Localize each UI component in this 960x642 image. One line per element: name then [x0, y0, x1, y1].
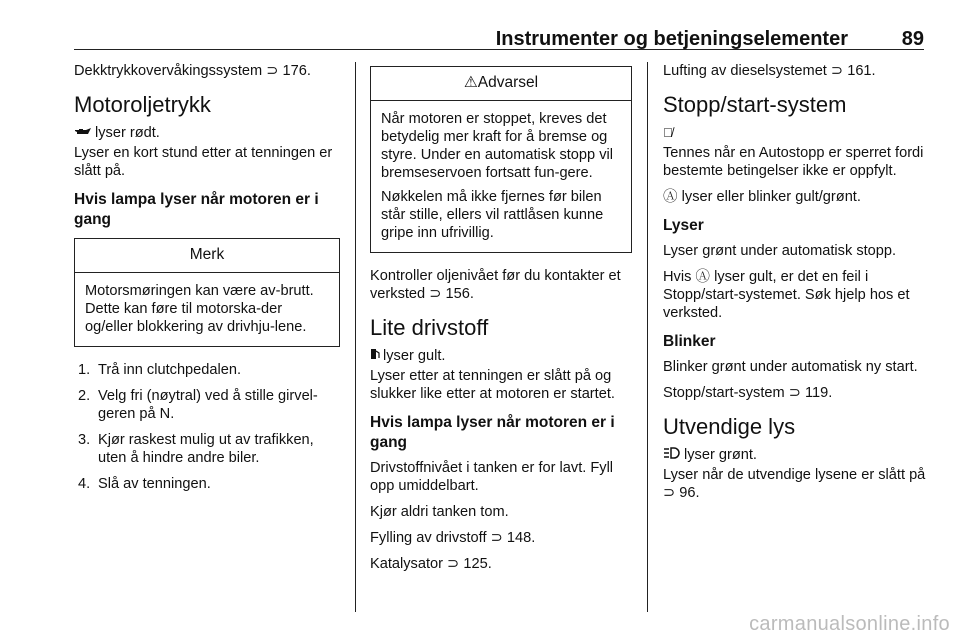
fuel-text-4: Kjør aldri tanken tom. — [370, 504, 509, 520]
heading-exterior-lights: Utvendige lys — [663, 414, 796, 439]
header-rule — [74, 49, 924, 50]
heading-stop-start: Stopp/start-system — [663, 92, 847, 117]
subheading-lyser: Lyser — [663, 217, 704, 234]
stop-start-text-1: Tennes når en Autostopp er sperret fordi bestemte betingelser ikke er oppfylt. — [663, 145, 924, 179]
autostop-off-icon: Ⓐ̸ — [663, 125, 673, 140]
stop-start-line-2 — [663, 188, 926, 206]
lyser-text-2: Hvis Ⓐ lyser gult, er det en feil i Stopp/start-systemet. Søk hjelp hos et verksted. — [663, 269, 910, 321]
subheading-engine-running: Hvis lampa lyser når motoren er i gang — [74, 191, 319, 228]
note-title: Merk — [75, 239, 339, 273]
column-divider-1 — [355, 62, 356, 612]
column-divider-2 — [647, 62, 648, 612]
oil-description: Lyser en kort stund etter at tenningen er slått på. — [74, 145, 333, 179]
steps-list — [74, 361, 340, 493]
page-number: 89 — [901, 28, 924, 50]
exterior-indicator-text: lyser grønt. — [684, 447, 757, 463]
oil-indicator-line — [74, 124, 340, 142]
list-item: 2. Velg fri (nøytral) ved å stille girvel-geren på N. — [78, 388, 318, 422]
oil-check-ref: Kontroller oljenivået før du kontakter et verksted ⊃ 156. — [370, 268, 621, 302]
site-watermark-logo: carmanualsonline.info — [749, 613, 950, 635]
heading-low-fuel: Lite drivstoff — [370, 315, 489, 340]
fuel-indicator-line — [370, 347, 632, 365]
fuel-text-5: Fylling av drivstoff ⊃ 148. — [370, 530, 536, 546]
lyser-text-1: Lyser grønt under automatisk stopp. — [663, 243, 897, 259]
blinker-text-2: Stopp/start-system ⊃ 119. — [663, 385, 833, 401]
fuel-text-6: Katalysator ⊃ 125. — [370, 556, 492, 572]
exterior-indicator-line — [663, 446, 926, 464]
list-item: 1. Trå inn clutchpedalen. — [78, 362, 242, 378]
warning-header — [371, 67, 631, 101]
column-3 — [663, 62, 926, 510]
exterior-text-2: Lyser når de utvendige lysene er slått på ⊃ 96. — [663, 467, 926, 501]
column-1 — [74, 62, 340, 501]
note-box — [74, 238, 340, 347]
stop-start-text-2: lyser eller blinker gult/grønt. — [681, 189, 861, 205]
diesel-vent-ref: Lufting av dieselsystemet ⊃ 161. — [663, 63, 876, 79]
fuel-description: Lyser etter at tenningen er slått på og slukker like etter at motoren er startet. — [370, 368, 615, 402]
fuel-indicator-text: lyser gult. — [383, 348, 446, 364]
fuel-pump-icon — [370, 347, 380, 365]
blinker-text-1: Blinker grønt under automatisk ny start. — [663, 359, 918, 375]
page-header-title: Instrumenter og betjeningselementer — [495, 28, 848, 50]
intro-ref: Dekktrykkovervåkingssystem ⊃ 176. — [74, 63, 311, 79]
subheading-blinker: Blinker — [663, 333, 716, 350]
oil-indicator-text: lyser rødt. — [95, 125, 160, 141]
warning-triangle-icon: ⚠ — [463, 74, 478, 91]
fuel-text-3: Drivstoffnivået i tanken er for lavt. Fyll opp umiddelbart. — [370, 460, 614, 494]
autostop-icon: Ⓐ — [663, 189, 678, 205]
note-text: Motorsmøringen kan være av-brutt. Dette kan føre til motorska-der og/eller blokkering av drivhju-lene. — [85, 283, 314, 335]
warning-title: Advarsel — [477, 74, 539, 91]
list-item: 3. Kjør raskest mulig ut av trafikken, uten å hindre andre biler. — [78, 432, 314, 466]
oil-can-icon — [74, 124, 92, 142]
warning-box — [370, 66, 632, 253]
subheading-engine-running-2: Hvis lampa lyser når motoren er i gang — [370, 414, 615, 451]
column-2 — [370, 62, 632, 581]
exterior-light-icon — [663, 446, 681, 464]
heading-oil-pressure: Motoroljetrykk — [74, 92, 211, 117]
warning-text-1: Når motoren er stoppet, kreves det betydelig mer kraft for å bremse og styre. Under en automatisk stopp vil bremseservoen fortsatt fun-gere. — [381, 111, 613, 181]
list-item: 4. Slå av tenningen. — [78, 476, 211, 492]
warning-text-2: Nøkkelen må ikke fjernes før bilen står stille, ellers vil rattlåsen kunne gripe inn ufrivillig. — [381, 189, 604, 241]
